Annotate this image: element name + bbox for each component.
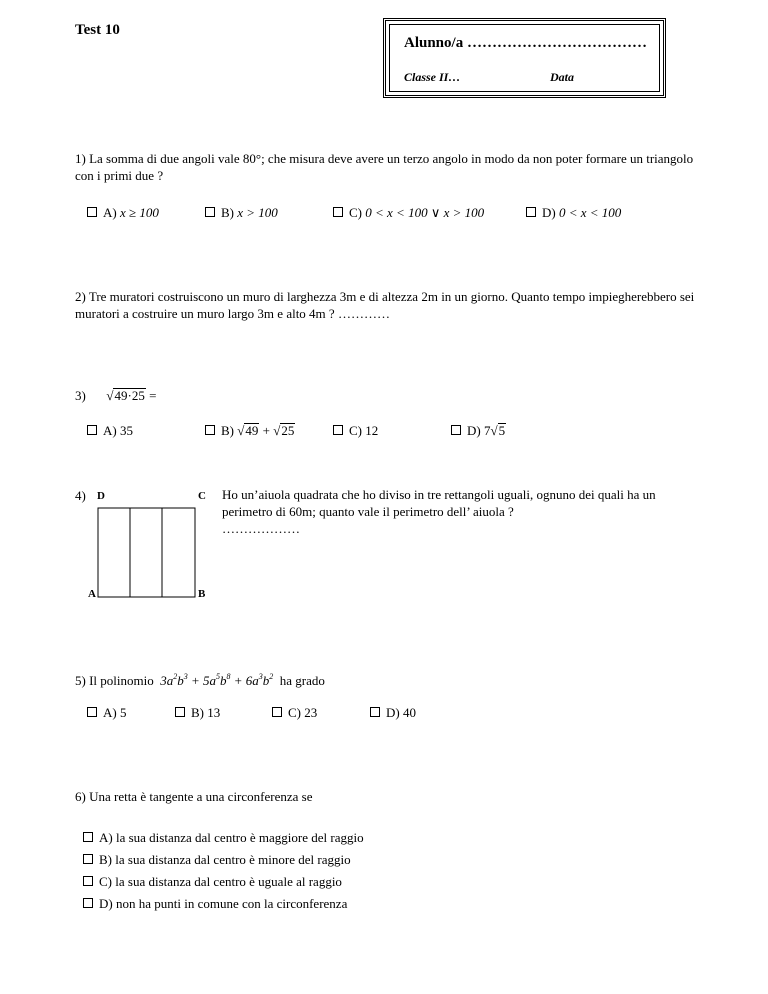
q1-option-d[interactable]: D) 0 < x < 100 bbox=[526, 205, 621, 221]
q5-option-a[interactable]: A) 5 bbox=[87, 705, 126, 721]
square-outline bbox=[98, 508, 195, 597]
checkbox-icon[interactable] bbox=[370, 707, 380, 717]
q3-option-c[interactable]: C) 12 bbox=[333, 423, 378, 439]
question-6-text: 6) Una retta è tangente a una circonferenza se bbox=[75, 789, 313, 804]
q5-option-d[interactable]: D) 40 bbox=[370, 705, 416, 721]
q6-option-b[interactable]: B) la sua distanza dal centro è minore del raggio bbox=[83, 852, 351, 868]
checkbox-icon[interactable] bbox=[451, 425, 461, 435]
checkbox-icon[interactable] bbox=[83, 898, 93, 908]
q4-answer-blank[interactable]: ……………… bbox=[222, 521, 300, 536]
checkbox-icon[interactable] bbox=[333, 425, 343, 435]
vertex-c-label: C bbox=[198, 490, 206, 502]
vertex-b-label: B bbox=[198, 588, 206, 600]
student-name-field[interactable]: Alunno/a ……………………………… bbox=[404, 35, 647, 51]
question-1-text: 1) La somma di due angoli vale 80°; che misura deve avere un terzo angolo in modo da non poter formare un triangolo con i primi due ? bbox=[75, 151, 694, 183]
q3-option-b[interactable]: B) √49 + √25 bbox=[205, 423, 295, 439]
checkbox-icon[interactable] bbox=[87, 207, 97, 217]
q1-option-a[interactable]: A) x ≥ 100 bbox=[87, 205, 159, 221]
q3-option-a[interactable]: A) 35 bbox=[87, 423, 133, 439]
question-4-text: Ho un’aiuola quadrata che ho diviso in tre rettangoli uguali, ognuno dei quali ha un perimetro di 60m; quanto vale il perimetro dell’ aiuola ? ……………… bbox=[222, 487, 656, 536]
checkbox-icon[interactable] bbox=[272, 707, 282, 717]
checkbox-icon[interactable] bbox=[87, 425, 97, 435]
q6-option-c[interactable]: C) la sua distanza dal centro è uguale al raggio bbox=[83, 874, 342, 890]
q5-polynomial: $3a^2b^3 + 5a^5b^8 + 6a^3b^2$ bbox=[160, 672, 274, 688]
q6-option-a[interactable]: A) la sua distanza dal centro è maggiore del raggio bbox=[83, 830, 364, 846]
checkbox-icon[interactable] bbox=[83, 854, 93, 864]
square-flowerbed-diagram bbox=[95, 505, 200, 600]
student-info-inner-border bbox=[389, 24, 660, 92]
date-field[interactable]: Data bbox=[550, 70, 574, 84]
checkbox-icon[interactable] bbox=[205, 207, 215, 217]
vertex-d-label: D bbox=[97, 490, 105, 502]
q5-option-c[interactable]: C) 23 bbox=[272, 705, 317, 721]
class-field[interactable]: Classe II… bbox=[404, 70, 461, 84]
test-title: Test 10 bbox=[75, 22, 120, 38]
q1-option-b[interactable]: B) x > 100 bbox=[205, 205, 278, 221]
q6-option-d[interactable]: D) non ha punti in comune con la circonferenza bbox=[83, 896, 347, 912]
question-5-text: 5) Il polinomio $3a^2b^3 + 5a^5b^8 + 6a^3b^2$ ha grado bbox=[75, 672, 325, 688]
question-3-text: 3) √49·25 = bbox=[75, 388, 157, 403]
student-info-box bbox=[383, 18, 666, 98]
checkbox-icon[interactable] bbox=[175, 707, 185, 717]
vertex-a-label: A bbox=[88, 588, 96, 600]
question-2-text: 2) Tre muratori costruiscono un muro di larghezza 3m e di altezza 2m in un giorno. Quanto tempo impiegherebbero sei muratori a costruire un muro largo 3m e alto 4m ? ………… bbox=[75, 289, 695, 321]
q3-sqrt-expression: √49·25 bbox=[106, 388, 145, 403]
checkbox-icon[interactable] bbox=[333, 207, 343, 217]
question-4-number: 4) bbox=[75, 488, 86, 503]
checkbox-icon[interactable] bbox=[87, 707, 97, 717]
checkbox-icon[interactable] bbox=[526, 207, 536, 217]
q1-option-a-math: x ≥ 100 bbox=[119, 205, 159, 220]
checkbox-icon[interactable] bbox=[205, 425, 215, 435]
q3-option-d[interactable]: D) 7√5 bbox=[451, 423, 506, 439]
q1-option-c[interactable]: C) 0 < x < 100 ∨ x > 100 bbox=[333, 205, 484, 221]
q1-option-c-math: 0 < x < 100 ∨ x > 100 bbox=[365, 205, 485, 220]
q1-option-b-math: x > 100 bbox=[237, 205, 278, 220]
checkbox-icon[interactable] bbox=[83, 832, 93, 842]
q5-option-b[interactable]: B) 13 bbox=[175, 705, 220, 721]
q1-option-d-math: 0 < x < 100 bbox=[558, 205, 622, 220]
checkbox-icon[interactable] bbox=[83, 876, 93, 886]
